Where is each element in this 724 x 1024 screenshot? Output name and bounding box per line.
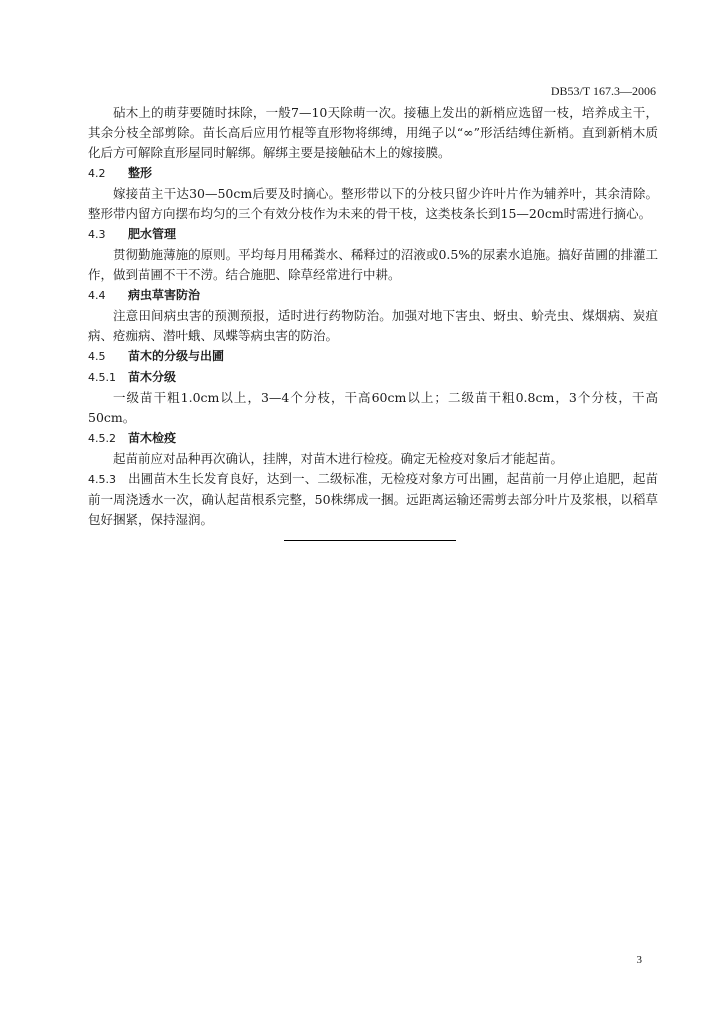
section-number: 4.5.1 (88, 371, 116, 384)
section-number: 4.4 (88, 289, 106, 302)
section-number: 4.5.3 (88, 473, 116, 486)
section-title: 苗木检疫 (128, 431, 177, 445)
section-number: 4.5 (88, 350, 106, 363)
section-title: 苗木分级 (128, 370, 177, 384)
section-title: 整形 (128, 166, 153, 180)
section-4-2-text: 嫁接苗主干达30—50cm后要及时摘心。整形带以下的分枝只留少许叶片作为辅养叶，其余清除。整形带内留方向摆布均匀的三个有效分枝作为未来的骨干枝，这类枝条长到15—20cm时需进行摘心。 (88, 186, 658, 221)
document-body (88, 103, 658, 530)
section-number: 4.5.2 (88, 432, 116, 445)
section-heading-4-3 (88, 224, 658, 245)
section-4-5-1-text: 一级苗干粗1.0cm以上，3—4个分枝，干高60cm以上；二级苗干粗0.8cm，3个分枝，干高50cm。 (88, 390, 658, 425)
document-id-header: DB53/T 167.3—2006 (550, 84, 656, 98)
section-title: 病虫草害防治 (128, 288, 201, 302)
section-heading-4-5 (88, 346, 658, 367)
section-heading-4-5-2 (88, 428, 658, 449)
section-4-5-3-text: 出圃苗木生长发育良好，达到一、二级标准，无检疫对象方可出圃，起苗前一月停止追肥，起苗前一周浇透水一次，确认起苗根系完整，50株绑成一捆。远距离运输还需剪去部分叶片及浆根，以稻草包好捆紧，保持湿润。 (88, 471, 658, 527)
section-4-5-2-text: 起苗前应对品种再次确认，挂牌，对苗木进行检疫。确定无检疫对象后才能起苗。 (113, 451, 564, 466)
section-number: 4.3 (88, 228, 106, 241)
section-heading-4-4 (88, 285, 658, 306)
section-heading-4-5-1 (88, 367, 658, 388)
section-title: 苗木的分级与出圃 (128, 349, 225, 363)
section-heading-4-2 (88, 163, 658, 184)
end-of-document-rule (284, 540, 456, 541)
section-4-4-text: 注意田间病虫害的预测预报，适时进行药物防治。加强对地下害虫、蚜虫、蚧壳虫、煤烟病、炭疽病、疮痂病、潜叶蛾、凤蝶等病虫害的防治。 (88, 308, 658, 343)
section-title: 肥水管理 (128, 227, 177, 241)
section-number: 4.2 (88, 167, 106, 180)
section-4-3-text: 贯彻勤施薄施的原则。平均每月用稀粪水、稀释过的沼液或0.5%的尿素水追施。搞好苗圃的排灌工作，做到苗圃不干不涝。结合施肥、除草经常进行中耕。 (88, 247, 658, 282)
page-number: 3 (636, 954, 642, 966)
intro-paragraph: 砧木上的萌芽要随时抹除，一般7—10天除萌一次。接穗上发出的新梢应选留一枝，培养成主干，其余分枝全部剪除。苗长高后应用竹棍等直形物将绑缚，用绳子以“∞”形活结缚住新梢。直到新梢木质化后方可解除直形屋同时解绑。解绑主要是接触砧木上的嫁接膜。 (88, 105, 658, 160)
section-4-5-3-paragraph (88, 469, 658, 530)
